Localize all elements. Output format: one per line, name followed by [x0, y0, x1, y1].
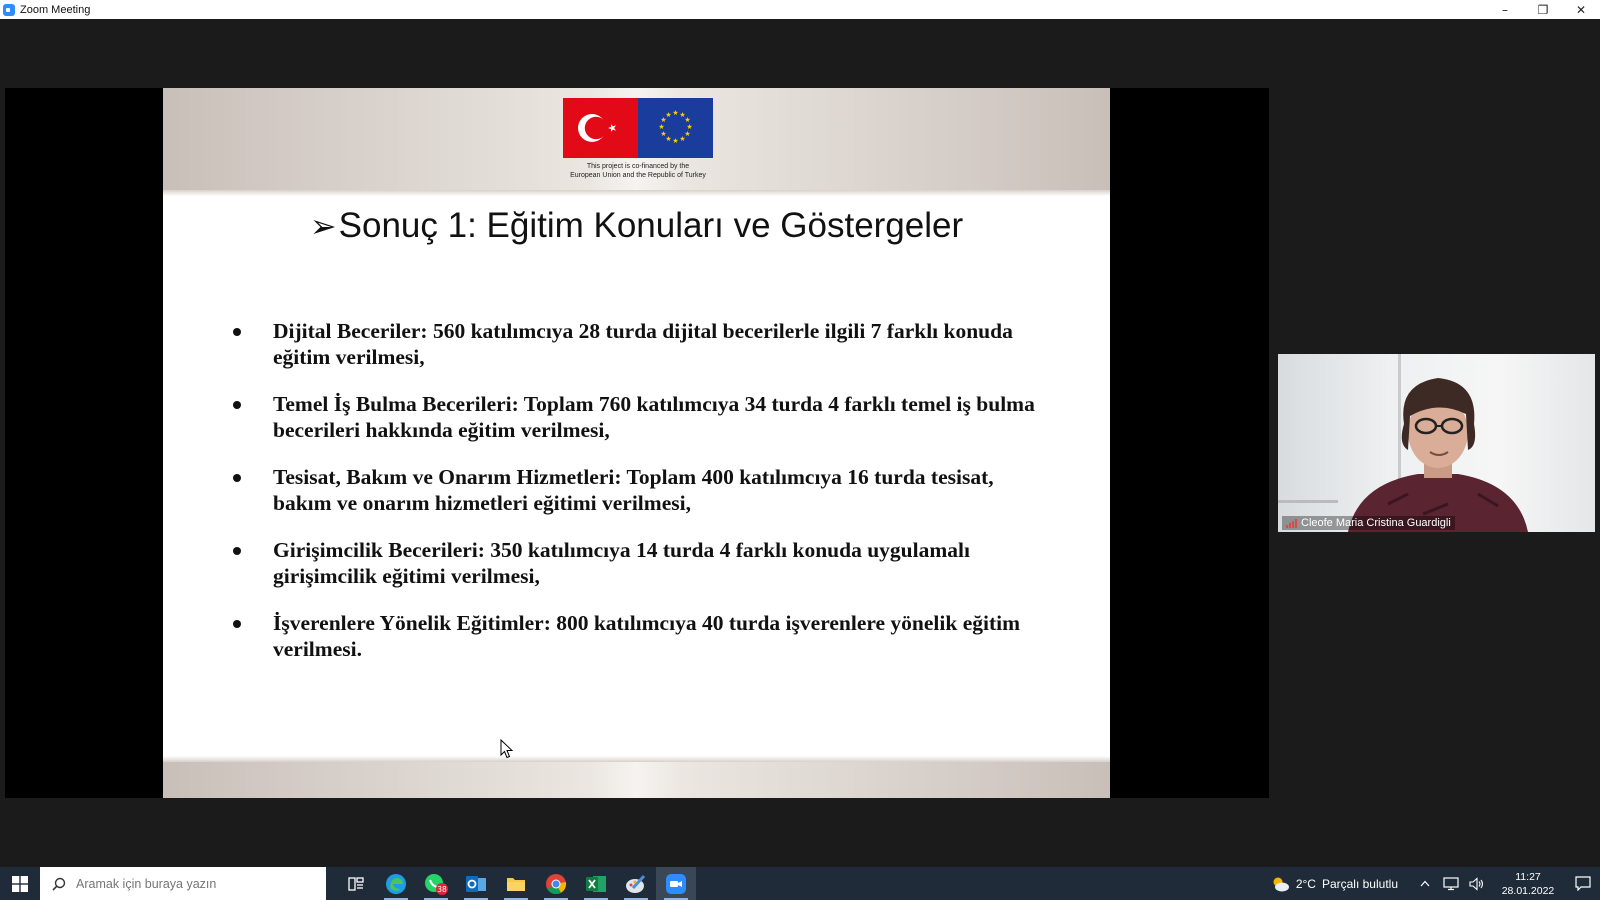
clock-time: 11:27	[1515, 870, 1541, 883]
slide-title	[163, 206, 1110, 246]
slide-bullet	[233, 610, 1053, 662]
search-input[interactable]	[76, 877, 296, 891]
network-button[interactable]	[1438, 877, 1464, 891]
bullet-dot-icon	[233, 547, 241, 555]
slide-footer	[163, 762, 1110, 798]
restore-button[interactable]: ❐	[1537, 2, 1549, 17]
svg-text:★: ★	[660, 116, 667, 124]
partly-cloudy-icon	[1270, 876, 1290, 892]
svg-text:★: ★	[658, 123, 665, 131]
participant-name-label	[1282, 516, 1455, 530]
participant-name: Cleofe Maria Cristina Guardigli	[1301, 517, 1451, 529]
flags-logo	[563, 98, 713, 158]
excel-icon	[585, 874, 607, 894]
system-tray	[1270, 867, 1600, 900]
taskbar-app-icons	[336, 867, 696, 900]
weather-temperature: 2°C	[1295, 876, 1316, 891]
windows-taskbar	[0, 867, 1600, 900]
svg-text:★: ★	[679, 135, 686, 143]
whatsapp-icon	[424, 873, 448, 895]
start-button[interactable]	[0, 867, 40, 900]
window-controls	[1486, 0, 1600, 19]
mouse-cursor-icon	[500, 739, 514, 759]
svg-text:★: ★	[684, 116, 691, 124]
chevron-up-icon	[1420, 880, 1430, 887]
zoom-icon	[665, 873, 687, 895]
weather-description: Parçalı bulutlu	[1321, 876, 1398, 891]
taskbar-zoom[interactable]	[656, 867, 696, 900]
svg-text:★: ★	[679, 111, 686, 119]
slide-bullet-text: Dijital Beceriler: 560 katılımcıya 28 turda dijital becerilerle ilgili 7 farklı konuda eğitim verilmesi,	[273, 319, 1013, 369]
window-title: Zoom Meeting	[20, 3, 91, 16]
minimize-button[interactable]: –	[1502, 2, 1508, 17]
taskbar-excel[interactable]	[576, 867, 616, 900]
svg-text:★: ★	[665, 135, 672, 143]
slide-bullet-text: Tesisat, Bakım ve Onarım Hizmetleri: Toplam 400 katılımcıya 16 turda tesisat, bakım ve onarım hizmetleri eğitimi verilmesi,	[273, 465, 994, 515]
network-icon	[1443, 877, 1459, 891]
paint-brush-icon	[625, 873, 647, 895]
volume-button[interactable]	[1464, 877, 1490, 891]
bullet-dot-icon	[233, 401, 241, 409]
task-view-icon	[348, 877, 364, 891]
slide-bullet	[233, 318, 1053, 370]
slide-bullet	[233, 537, 1053, 589]
taskbar-file-explorer[interactable]	[496, 867, 536, 900]
participant-video-icon	[1328, 354, 1548, 532]
presentation-slide	[163, 88, 1110, 798]
taskbar-clock[interactable]	[1496, 870, 1560, 898]
window-title-bar	[0, 0, 1600, 19]
participant-video-tile[interactable]	[1278, 354, 1595, 532]
show-hidden-icons-button[interactable]	[1412, 880, 1438, 887]
chrome-icon	[545, 873, 567, 895]
svg-text:★: ★	[672, 137, 679, 145]
task-view-button[interactable]	[336, 867, 376, 900]
taskbar-outlook[interactable]	[456, 867, 496, 900]
svg-text:★: ★	[665, 111, 672, 119]
eu-flag-icon	[638, 98, 713, 158]
taskbar-edge[interactable]	[376, 867, 416, 900]
action-center-button[interactable]	[1566, 876, 1600, 891]
cofinancing-note-line2: European Union and the Republic of Turkey	[570, 172, 706, 179]
clock-date: 28.01.2022	[1501, 884, 1555, 897]
svg-text:★: ★	[672, 109, 679, 117]
edge-browser-icon	[385, 873, 407, 895]
slide-title-text: Sonuç 1: Eğitim Konuları ve Göstergeler	[338, 206, 964, 245]
search-icon	[52, 877, 66, 891]
close-button[interactable]: ✕	[1575, 2, 1587, 17]
bullet-dot-icon	[233, 620, 241, 628]
cofinancing-note	[533, 162, 743, 180]
weather-widget[interactable]	[1270, 876, 1398, 892]
cofinancing-note-line1: This project is co-financed by the	[586, 163, 690, 170]
bullet-dot-icon	[233, 474, 241, 482]
outlook-icon	[465, 874, 487, 894]
screen-share-area	[5, 88, 1269, 798]
slide-bullet-text: Temel İş Bulma Becerileri: Toplam 760 katılımcıya 34 turda 4 farklı temel iş bulma becerileri hakkında eğitim verilmesi,	[273, 392, 1035, 442]
connection-signal-icon	[1286, 519, 1297, 528]
turkey-flag-icon	[563, 98, 638, 158]
zoom-app-icon	[3, 4, 15, 16]
slide-bullet-text: İşverenlere Yönelik Eğitimler: 800 katılımcıya 40 turda işverenlere yönelik eğitim verilmesi.	[273, 611, 1021, 661]
taskbar-search-box[interactable]	[40, 867, 326, 900]
taskbar-whatsapp[interactable]	[416, 867, 456, 900]
taskbar-snipping-tool[interactable]	[616, 867, 656, 900]
slide-bullet-text: Girişimcilik Becerileri: 350 katılımcıya 14 turda 4 farklı konuda uygulamalı girişimcilik eğitimi verilmesi,	[273, 538, 970, 588]
whatsapp-badge: 38	[437, 884, 447, 894]
slide-header	[163, 88, 1110, 190]
svg-text:★: ★	[660, 130, 667, 138]
windows-logo-icon	[12, 876, 28, 892]
slide-bullet-list	[233, 318, 1053, 683]
title-arrow-icon: ➢	[309, 208, 337, 244]
notification-icon	[1575, 876, 1591, 891]
slide-bullet	[233, 464, 1053, 516]
folder-icon	[506, 876, 526, 892]
speaker-icon	[1469, 877, 1485, 891]
svg-text:★: ★	[684, 130, 691, 138]
slide-bullet	[233, 391, 1053, 443]
svg-text:★: ★	[686, 123, 693, 131]
taskbar-chrome[interactable]	[536, 867, 576, 900]
bullet-dot-icon	[233, 328, 241, 336]
